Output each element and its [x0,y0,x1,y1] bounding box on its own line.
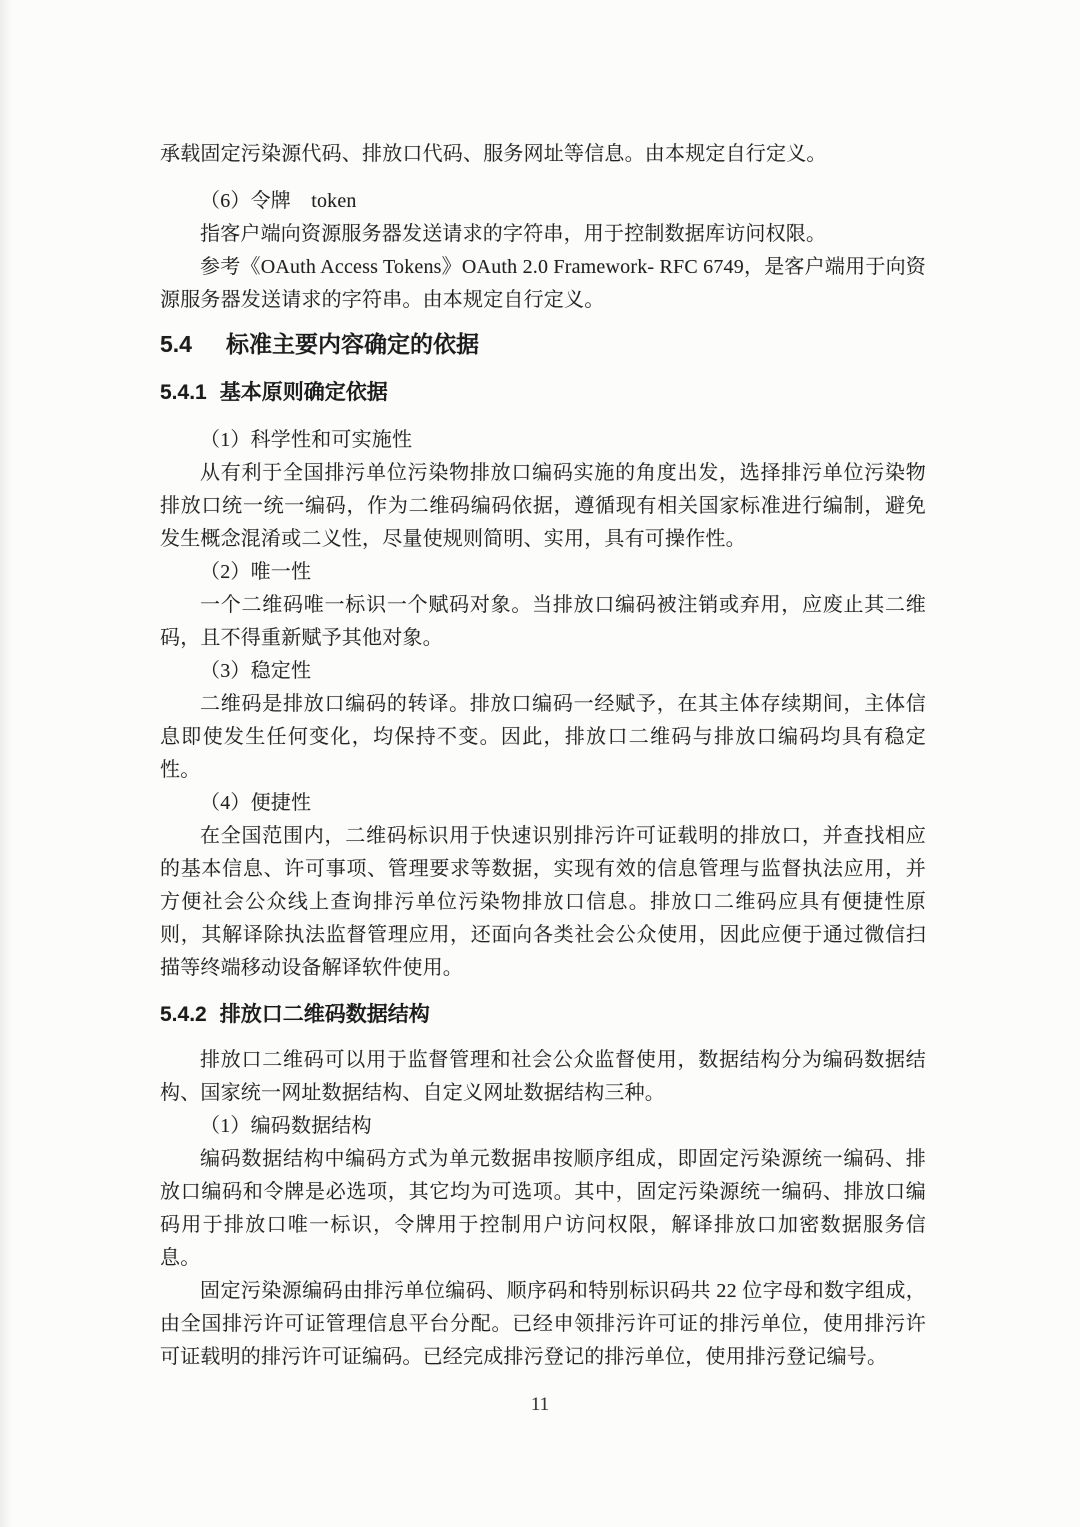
term-6-token-definition: 指客户端向资源服务器发送请求的字符串，用于控制数据库访问权限。 [200,223,827,245]
page-number: 11 [530,1394,550,1415]
principle-4-title: （4）便捷性 [200,792,312,814]
section-title: 标准主要内容确定的依据 [225,331,479,357]
source-code-body: 固定污染源编码由排污单位编码、顺序码和特别标识码共 22 位字母和数字组成，由全国排污许可证管理信息平台分配。已经申领排污许可证的排污单位，使用排污许可证载明的排污许可证编码。已经完成排污登记的排污单位，使用排污登记编号。 [160,1280,926,1368]
principle-2-body: 一个二维码唯一标识一个赋码对象。当排放口编码被注销或弃用，应废止其二维码，且不得重新赋予其他对象。 [160,594,926,649]
term-6-token-reference: 参考《OAuth Access Tokens》OAuth 2.0 Framework- RFC 6749，是客户端用于向资源服务器发送请求的字符串。由本规定自行定义。 [160,256,926,311]
principle-2-title: （2）唯一性 [200,561,312,583]
section-title: 排放口二维码数据结构 [219,1003,430,1026]
principle-1-body: 从有利于全国排污单位污染物排放口编码实施的角度出发，选择排污单位污染物排放口统一统一编码，作为二维码编码依据，遵循现有相关国家标准进行编制，避免发生概念混淆或二义性，尽量使规则简明、实用，具有可操作性。 [160,462,926,550]
section-number: 5.4.1 [160,381,207,404]
data-structure-intro: 排放口二维码可以用于监督管理和社会公众监督使用，数据结构分为编码数据结构、国家统一网址数据结构、自定义网址数据结构三种。 [160,1049,926,1104]
term-6-token-title: （6）令牌 token [200,190,357,212]
principle-3-title: （3）稳定性 [200,660,312,682]
section-heading-5-4-1 [160,376,926,409]
encoding-structure-body: 编码数据结构中编码方式为单元数据串按顺序组成，即固定污染源统一编码、排放口编码和令牌是必选项，其它均为可选项。其中，固定污染源统一编码、排放口编码用于排放口唯一标识，令牌用于控制用户访问权限，解译排放口加密数据服务信息。 [160,1148,926,1269]
principle-1-title: （1）科学性和可实施性 [200,429,413,451]
paragraph-carryover: 承载固定污染源代码、排放口代码、服务网址等信息。由本规定自行定义。 [160,143,827,165]
section-number: 5.4 [160,331,192,357]
principle-4-body: 在全国范围内，二维码标识用于快速识别排污许可证载明的排放口，并查找相应的基本信息、许可事项、管理要求等数据，实现有效的信息管理与监督执法应用，并方便社会公众线上查询排污单位污染物排放口信息。排放口二维码应具有便捷性原则，其解译除执法监督管理应用，还面向各类社会公众使用，因此应便于通过微信扫描等终端移动设备解译软件使用。 [160,825,926,979]
section-heading-5-4-2 [160,998,926,1031]
encoding-structure-title: （1）编码数据结构 [200,1115,372,1137]
section-number: 5.4.2 [160,1003,207,1026]
page-body-text [160,138,926,1374]
section-title: 基本原则确定依据 [219,381,388,404]
section-heading-5-4 [160,328,926,361]
principle-3-body: 二维码是排放口编码的转译。排放口编码一经赋予，在其主体存续期间，主体信息即使发生任何变化，均保持不变。因此，排放口二维码与排放口编码均具有稳定性。 [160,693,926,781]
